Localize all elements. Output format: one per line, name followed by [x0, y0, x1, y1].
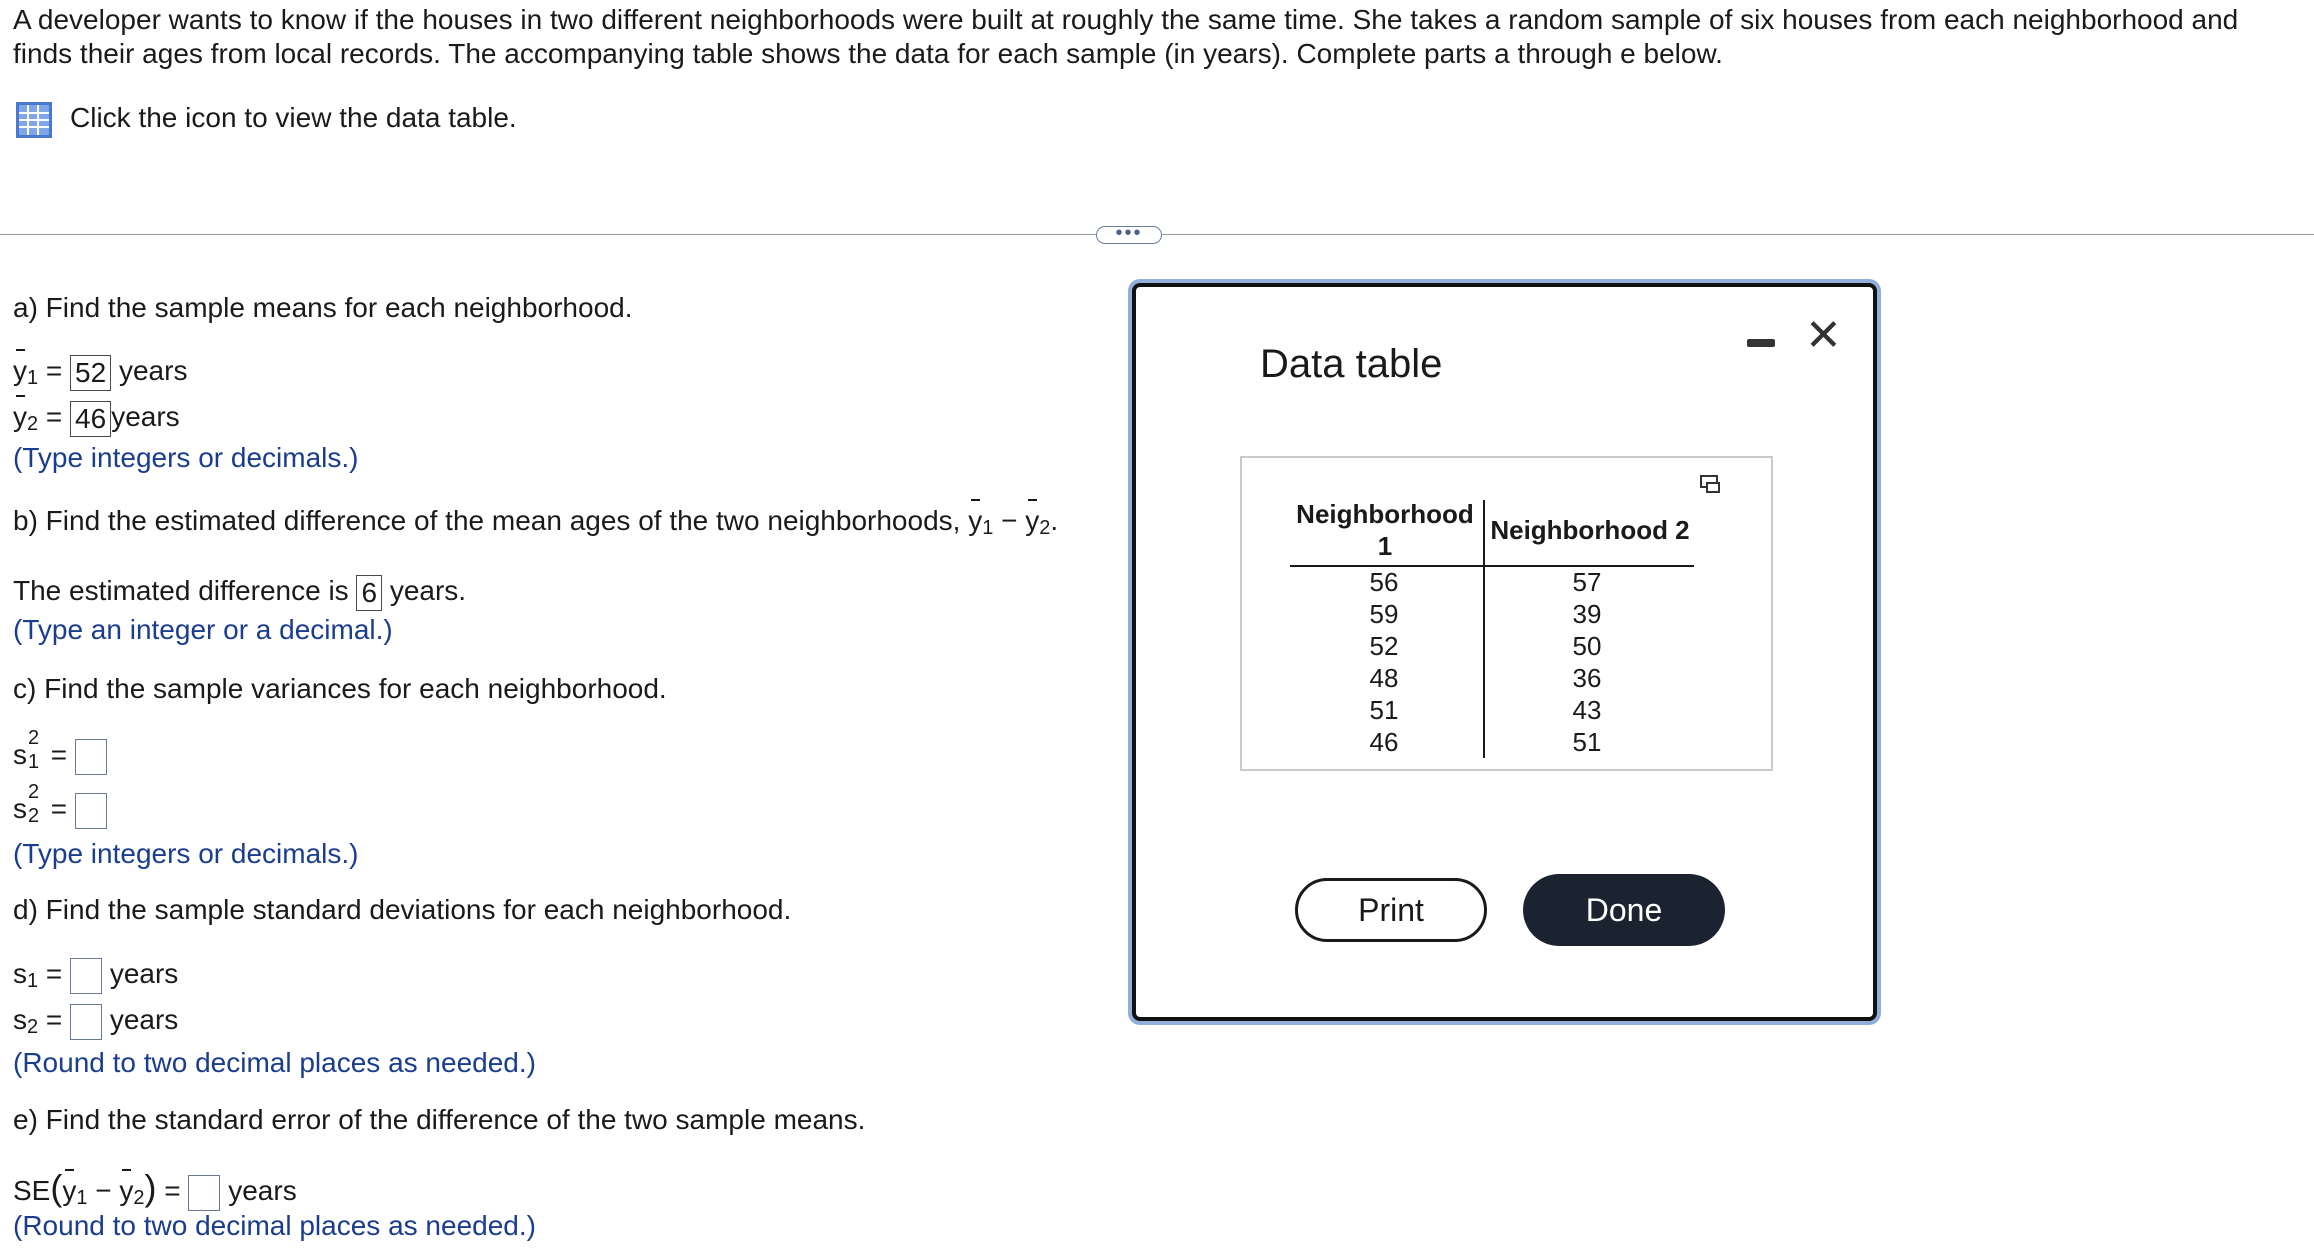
difference-row	[13, 574, 466, 611]
se-input[interactable]	[188, 1175, 220, 1211]
s2-squared-symbol: s 2 2	[13, 781, 40, 827]
sd-1-unit: years	[109, 958, 179, 989]
dialog-title: Data table	[1260, 342, 1443, 386]
s1-symbol: $s_1$	[13, 958, 39, 992]
sd-2-row: $s_2$ = years	[13, 1004, 179, 1038]
col1-header-line2: 1	[1377, 531, 1393, 561]
part-a-prompt: a) Find the sample means for each neighborhood.	[13, 292, 633, 323]
se-unit: years	[228, 1175, 297, 1206]
col1-header-line1: Neighborhood	[1296, 499, 1474, 529]
table-cell: 52	[1369, 631, 1399, 661]
expand-handle[interactable]: •••	[1096, 226, 1162, 244]
s2-symbol: $s_2$	[13, 1004, 39, 1038]
data-table-icon[interactable]	[15, 101, 53, 139]
y1-mean-answer[interactable]: 52	[70, 355, 111, 391]
y2-symbol: $y_2$	[1025, 505, 1051, 539]
y2-symbol: $y_2$	[119, 1175, 145, 1209]
table-cell: 50	[1572, 631, 1602, 661]
part-c-prompt: c) Find the sample variances for each neighborhood.	[13, 673, 667, 704]
y2-mean-row: $y_2 = 46$ years	[13, 401, 180, 435]
part-c-hint: (Type integers or decimals.)	[13, 838, 359, 869]
table-cell: 51	[1369, 695, 1399, 725]
part-b-prompt-row: b) Find the estimated difference of the mean ages of the two neighborhoods, $y_1 - y_2$.	[13, 505, 1059, 539]
difference-prefix: The estimated difference is	[13, 575, 349, 606]
y1-symbol: $y_1$	[968, 505, 994, 539]
part-e-prompt: e) Find the standard error of the difference of the two sample means.	[13, 1104, 866, 1135]
y2-unit: years	[111, 401, 180, 432]
table-cell: 36	[1572, 663, 1602, 693]
s1-squared-symbol: s 2 1	[13, 727, 40, 773]
part-a-hint: (Type integers or decimals.)	[13, 442, 359, 473]
table-cell: 51	[1572, 727, 1602, 757]
table-cell: 59	[1369, 599, 1399, 629]
sd-1-input[interactable]	[70, 958, 102, 994]
minimize-icon[interactable]	[1747, 339, 1775, 347]
y1-symbol: $y_1$	[62, 1175, 88, 1209]
variance-1-input[interactable]	[75, 739, 107, 775]
table-cell: 56	[1369, 567, 1399, 597]
y2-symbol: $y_2$	[13, 401, 39, 435]
part-e-hint: (Round to two decimal places as needed.)	[13, 1210, 536, 1241]
copy-icon[interactable]	[1699, 474, 1721, 494]
y1-unit: years	[118, 355, 188, 386]
table-cell: 48	[1369, 663, 1399, 693]
column-rule	[1483, 500, 1485, 758]
sd-1-row: $s_1$ = years	[13, 958, 179, 992]
part-d-hint: (Round to two decimal places as needed.)	[13, 1047, 536, 1078]
col2-header: Neighborhood 2	[1490, 515, 1690, 545]
y2-mean-answer[interactable]: 46	[70, 401, 111, 437]
se-row: $SE(y_1 - y_2)$ = years	[13, 1167, 297, 1209]
done-button[interactable]: Done	[1523, 874, 1725, 946]
part-b-prompt: b) Find the estimated difference of the mean ages of the two neighborhoods,	[13, 505, 961, 536]
se-label: SE	[13, 1175, 51, 1206]
table-cell: 43	[1572, 695, 1602, 725]
table-cell: 46	[1369, 727, 1399, 757]
close-icon[interactable]: ✕	[1805, 311, 1842, 360]
part-d-prompt: d) Find the sample standard deviations for each neighborhood.	[13, 894, 792, 925]
sd-2-input[interactable]	[70, 1004, 102, 1040]
col1-header	[1290, 498, 1480, 562]
problem-statement: A developer wants to know if the houses in two different neighborhoods were built at roughly the same time. She takes a random sample of six houses from each neighborhood and finds their ages from local records. The accompanying table shows the data for each sample (in years). Complete parts a through e below.	[13, 4, 2239, 70]
variance-1-row: s 2 1 =	[13, 738, 107, 775]
difference-answer[interactable]: 6	[356, 575, 382, 611]
variance-2-row: s 2 2 =	[13, 792, 107, 829]
data-table-link[interactable]: Click the icon to view the data table.	[70, 102, 517, 133]
y1-mean-row: $y_1 = 52$ years	[13, 355, 188, 389]
sd-2-unit: years	[109, 1004, 179, 1035]
variance-2-input[interactable]	[75, 793, 107, 829]
print-button[interactable]: Print	[1295, 878, 1487, 942]
table-cell: 39	[1572, 599, 1602, 629]
difference-unit: years.	[389, 575, 467, 606]
y1-symbol: $y_1$	[13, 355, 39, 389]
table-cell: 57	[1572, 567, 1602, 597]
part-b-hint: (Type an integer or a decimal.)	[13, 614, 393, 645]
